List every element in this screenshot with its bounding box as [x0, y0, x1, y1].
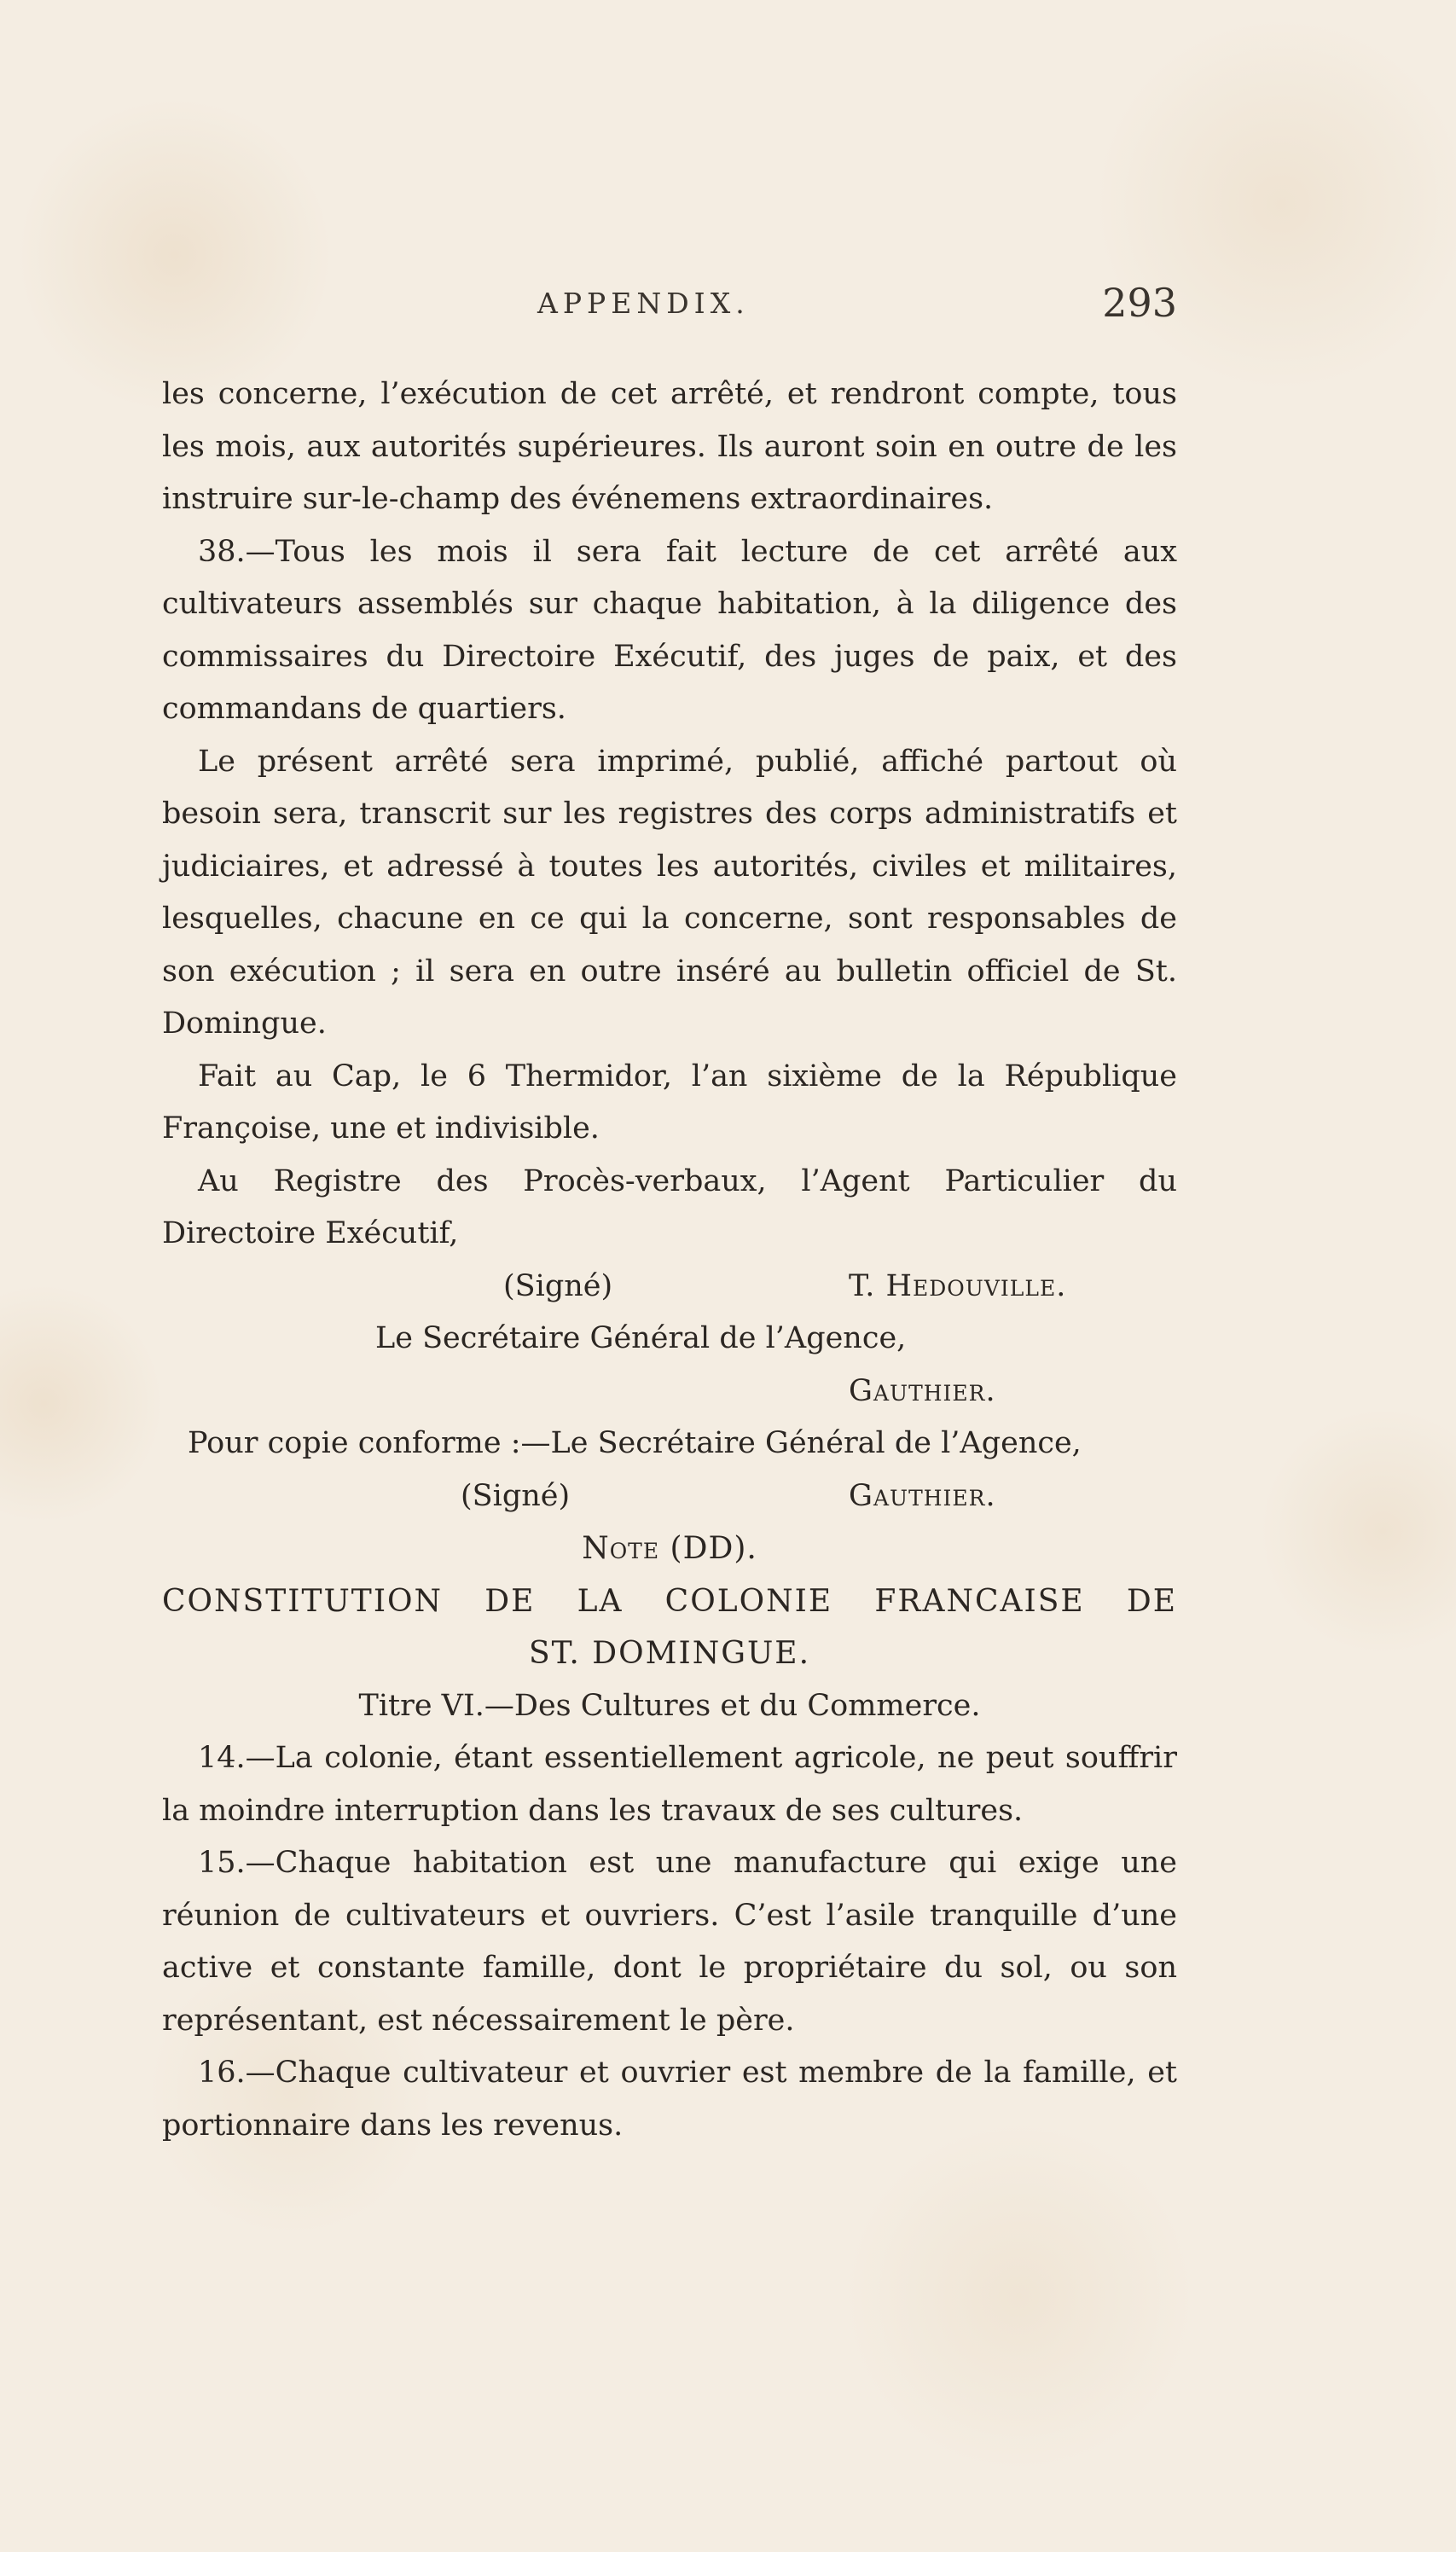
constitution-title-line1: CONSTITUTION DE LA COLONIE FRANCAISE DE [162, 1583, 1177, 1619]
signe-label-2: (Signé) [461, 1478, 571, 1513]
running-head: APPENDIX. [537, 287, 750, 320]
titre-heading: Titre VI.—Des Cultures et du Commerce. [358, 1688, 981, 1723]
paragraph-continued: les concerne, l’exécution de cet arrêté, et rendront compte, tous les mois, aux autorités supérieures. Ils auront soin en outre de les instruire sur-le-champ des événemens extraordinaires. [162, 377, 1177, 516]
paragraph-fait-au-cap: Fait au Cap, le 6 Thermidor, l’an sixième de la République Françoise, une et indivisible. [162, 1058, 1177, 1146]
signe-label: (Signé) [503, 1268, 613, 1303]
article-38: 38.—Tous les mois il sera fait lecture de cet arrêté aux cultivateurs assemblés sur chaque habitation, à la diligence des commissaires du Directoire Exécutif, des juges de paix, et des commandans de quartiers. [162, 534, 1177, 726]
signature-row-gauthier-2 [162, 1470, 1177, 1523]
article-14: 14.—La colonie, étant essentiellement agricole, ne peut souffrir la moindre interruption dans les travaux de ses cultures. [162, 1741, 1177, 1828]
page-header [162, 280, 1177, 331]
secretaire-row [162, 1313, 1177, 1366]
secretaire-line: Le Secrétaire Général de l’Agence, [375, 1321, 907, 1355]
pour-copie-line: Pour copie conforme :—Le Secrétaire Général de l’Agence, [188, 1426, 1082, 1460]
page-number: 293 [1102, 280, 1177, 326]
signature-row-hedouville [162, 1261, 1177, 1314]
paragraph-registre: Au Registre des Procès-verbaux, l’Agent Particulier du Directoire Exécutif, [162, 1163, 1177, 1250]
paragraph-publication: Le présent arrêté sera imprimé, publié, affiché partout où besoin sera, transcrit sur les registres des corps administratifs et judiciaires, et adressé à toutes les autorités, civiles et militaires, lesquelles, chacune en ce qui la concerne, sont responsables de son exécution ; il sera en outre inséré au bulletin officiel de St. Domingue. [162, 744, 1177, 1041]
article-16: 16.—Chaque cultivateur et ouvrier est membre de la famille, et portionnaire dans les revenus. [162, 2056, 1177, 2143]
note-heading: Note (DD). [582, 1531, 757, 1566]
signature-row-gauthier [162, 1366, 1177, 1418]
pour-copie-row [162, 1418, 1177, 1470]
article-15: 15.—Chaque habitation est une manufacture qui exige une réunion de cultivateurs et ouvriers. C’est l’asile tranquille d’une active et constante famille, dont le propriétaire du sol, ou son représentant, est nécessairement le père. [162, 1846, 1177, 2038]
signature-hedouville: T. Hedouville. [849, 1268, 1067, 1303]
signature-gauthier-2: Gauthier. [849, 1478, 996, 1513]
signature-gauthier: Gauthier. [849, 1373, 996, 1408]
constitution-title-line2: ST. DOMINGUE. [528, 1636, 811, 1671]
body-text [162, 368, 1177, 2152]
